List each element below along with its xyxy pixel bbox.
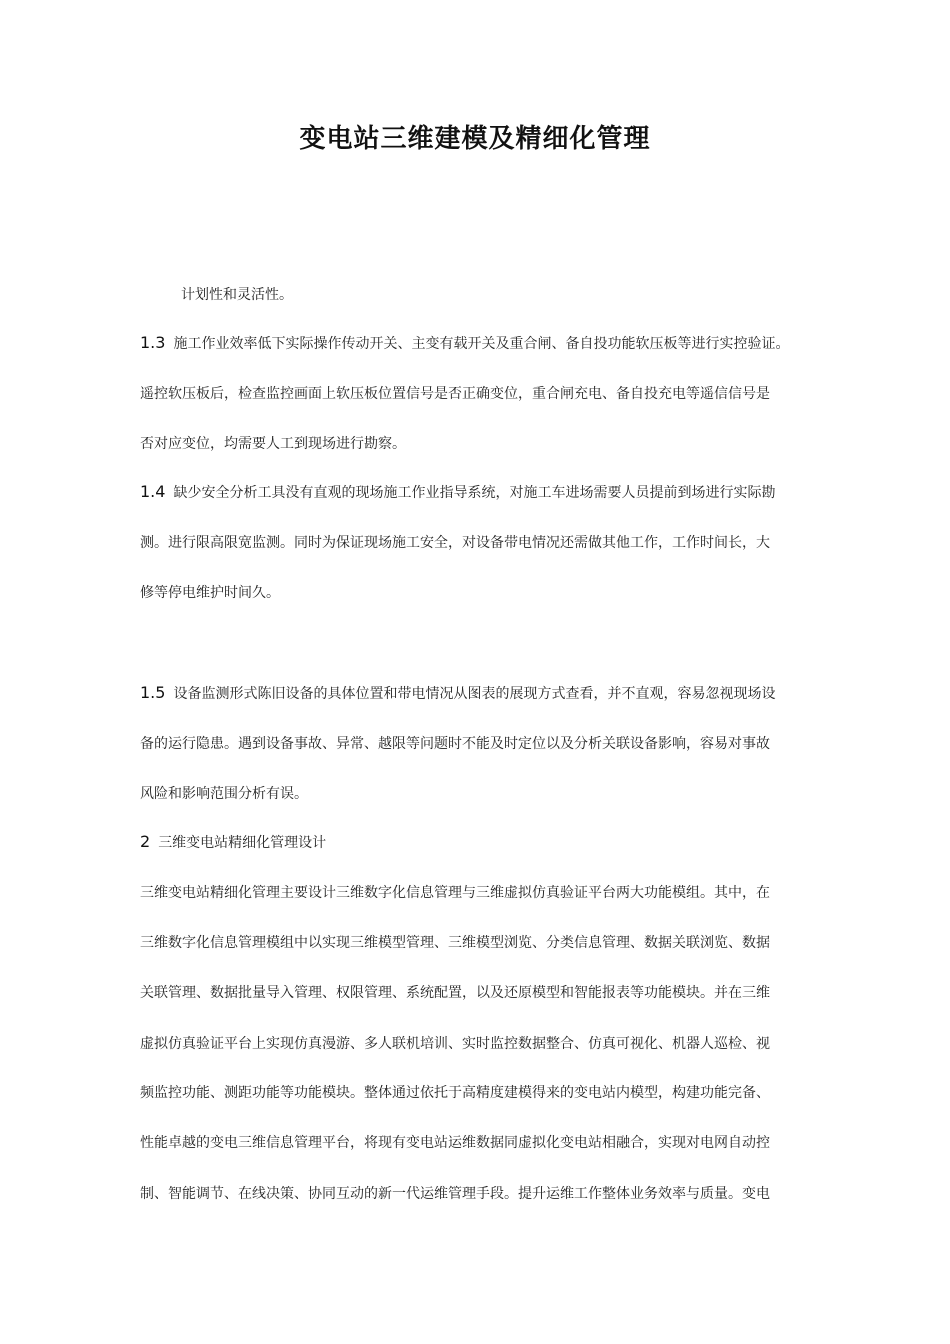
- section-heading-1-5: [140, 683, 775, 704]
- text-line: [140, 533, 770, 553]
- text-line: [181, 285, 293, 305]
- text-line: [140, 1184, 770, 1204]
- text-line: [140, 583, 280, 603]
- line-text: 修等停电维护时间久。: [140, 585, 280, 601]
- line-text: 制、智能调节、在线决策、协同互动的新一代运维管理手段。提升运维工作整体业务效率与质量。变电: [140, 1186, 770, 1202]
- line-text: 遥控软压板后，检查监控画面上软压板位置信号是否正确变位，重合闸充电、备自投充电等遥信信号是: [140, 386, 770, 402]
- text-line: [140, 1083, 770, 1103]
- line-text: 施工作业效率低下实际操作传动开关、主变有载开关及重合闸、备自投功能软压板等进行实控验证。: [173, 336, 790, 352]
- section-number: 2: [140, 832, 151, 851]
- line-text: 虚拟仿真验证平台上实现仿真漫游、多人联机培训、实时监控数据整合、仿真可视化、机器人巡检、视: [140, 1036, 770, 1052]
- text-line: [140, 983, 770, 1003]
- line-text: 三维变电站精细化管理设计: [158, 835, 327, 851]
- line-text: 三维变电站精细化管理主要设计三维数字化信息管理与三维虚拟仿真验证平台两大功能模组。其中，在: [140, 885, 770, 901]
- line-text: 频监控功能、测距功能等功能模块。整体通过依托于高精度建模得来的变电站内模型，构建功能完备、: [140, 1085, 770, 1101]
- line-text: 关联管理、数据批量导入管理、权限管理、系统配置，以及还原模型和智能报表等功能模块。并在三维: [140, 985, 770, 1001]
- section-number: 1.3: [140, 333, 166, 352]
- line-text: 缺少安全分析工具没有直观的现场施工作业指导系统，对施工车进场需要人员提前到场进行实际勘: [173, 485, 776, 501]
- line-text: 设备监测形式陈旧设备的具体位置和带电情况从图表的展现方式查看，并不直观，容易忽视现场设: [173, 686, 776, 702]
- text-line: [140, 734, 770, 754]
- text-line: [140, 784, 308, 804]
- text-line: [140, 933, 770, 953]
- page-title: 变电站三维建模及精细化管理: [299, 124, 651, 154]
- text-line: [140, 384, 770, 404]
- line-text: 风险和影响范围分析有误。: [140, 786, 308, 802]
- line-text: 备的运行隐患。遇到设备事故、异常、越限等问题时不能及时定位以及分析关联设备影响，容易对事故: [140, 736, 770, 752]
- line-text: 三维数字化信息管理模组中以实现三维模型管理、三维模型浏览、分类信息管理、数据关联浏览、数据: [140, 935, 770, 951]
- section-number: 1.4: [140, 482, 166, 501]
- section-number: 1.5: [140, 683, 166, 702]
- text-line: [140, 1034, 770, 1054]
- line-text: 性能卓越的变电三维信息管理平台，将现有变电站运维数据同虚拟化变电站相融合，实现对电网自动控: [140, 1135, 770, 1151]
- text-line: [140, 1133, 770, 1153]
- line-text: 计划性和灵活性。: [181, 287, 293, 303]
- section-heading-1-3: [140, 333, 789, 354]
- section-heading-2: [140, 832, 326, 853]
- line-text: 否对应变位，均需要人工到现场进行勘察。: [140, 436, 406, 452]
- text-line: [140, 434, 406, 454]
- line-text: 测。进行限高限宽监测。同时为保证现场施工安全，对设备带电情况还需做其他工作，工作时间长，大: [140, 535, 770, 551]
- text-line: [140, 883, 770, 903]
- section-heading-1-4: [140, 482, 775, 503]
